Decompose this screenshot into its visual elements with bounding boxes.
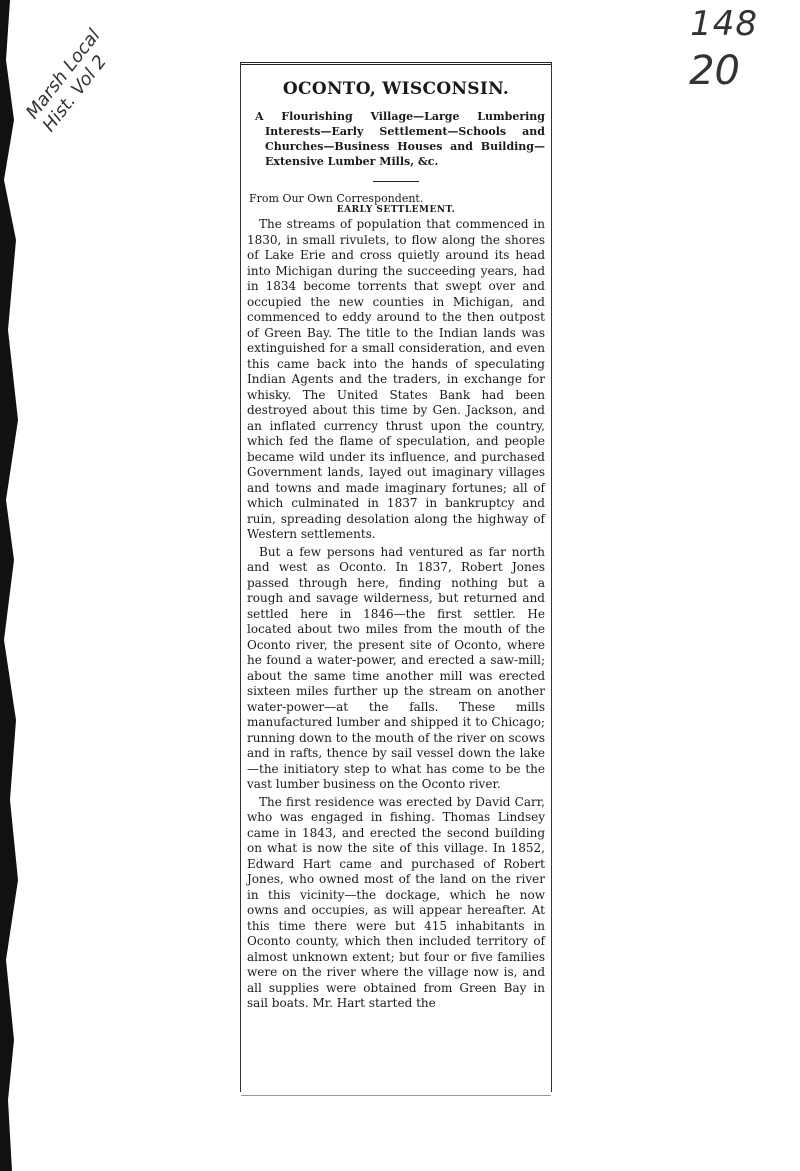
handwritten-page-number: 148 <box>690 4 758 44</box>
section-heading: EARLY SETTLEMENT. <box>336 205 456 215</box>
handwritten-margin-note: Marsh Local Hist. Vol 2 <box>22 25 112 136</box>
newspaper-clipping <box>240 62 552 1092</box>
clipping-bottom-edge <box>241 1095 551 1096</box>
top-double-rule <box>241 62 551 69</box>
divider-rule <box>373 181 419 182</box>
scan-edge <box>0 0 22 1171</box>
article-deck: A Flourishing Village—Large Lumbering Interests—Early Settlement—Schools and Churches—Business Houses and Building—Extensive Lumber Mills, &c. <box>255 110 545 168</box>
article-byline: From Our Own Correspondent. <box>249 192 424 205</box>
article-headline: OCONTO, WISCONSIN. <box>282 79 510 99</box>
handwritten-page-number-alt: 20 <box>689 48 740 94</box>
article-paragraph: But a few persons had ventured as far north and west as Oconto. In 1837, Robert Jones passed through here, finding nothing but a rough and savage wilderness, but returned and settled here in 1846—the first settler. He located about two miles from the mouth of the Oconto river, the present site of Oconto, where he found a water-power, and erected a saw-mill; about the same time another mill was erected sixteen miles further up the stream on another water-power—at the falls. These mills manufactured lumber and shipped it to Chicago; running down to the mouth of the river on scows and in rafts, thence by sail vessel down the lake—the initiatory step to what has come to be the vast lumber business on the Oconto river. <box>247 544 545 791</box>
article-paragraph: The first residence was erected by David Carr, who was engaged in fishing. Thomas Lindsey came in 1843, and erected the second building on what is now the site of this village. In 1852, Edward Hart came and purchased of Robert Jones, who owned most of the land on the river in this vicinity—the dockage, which he now owns and occupies, as will appear hereafter. At this time there were but 415 inhabitants in Oconto county, which then included territory of almost unknown extent; but four or five families were on the river where the village now is, and all supplies were obtained from Green Bay in sail boats. Mr. Hart started the <box>247 794 545 1010</box>
article-paragraph: The streams of population that commenced in 1830, in small rivulets, to flow along the shores of Lake Erie and cross quietly around its head into Michigan during the succeeding years, had in 1834 become torrents that swept over and occupied the new counties in Michigan, and commenced to eddy around to the then outpost of Green Bay. The title to the Indian lands was extinguished for a small consideration, and even this came back into the hands of speculating Indian Agents and the traders, in exchange for whisky. The United States Bank had been destroyed about this time by Gen. Jackson, and an inflated currency thrust upon the country, which fed the flame of speculation, and people became wild under its influence, and purchased Government lands, layed out imaginary villages and towns and made imaginary fortunes; all of which culminated in 1837 in bankruptcy and ruin, spreading desolation along the highway of Western settlements. <box>247 217 545 541</box>
